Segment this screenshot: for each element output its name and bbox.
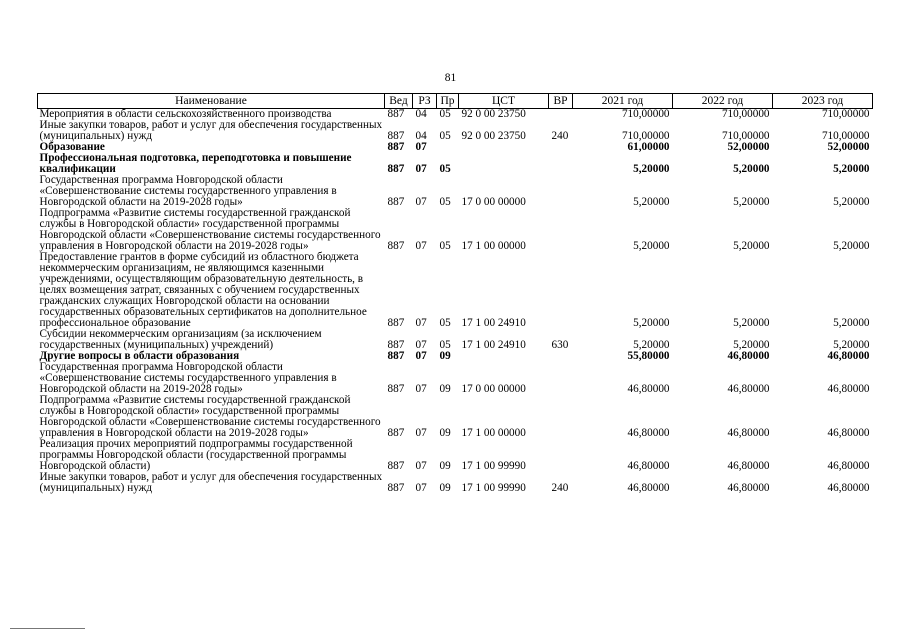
row-name: Предоставление грантов в форме субсидий из областного бюджета некоммерческим организациям, не являющимся казенными учреждениями, осуществляющим образовательную деятельность, в целях возмещения затрат, связанных с обучением государственных гражданских служащих Новгородской области на основании государственных образовательных сертификатов на дополнительное профессиональное образование: [39, 251, 367, 329]
row-2022: 46,80000: [727, 427, 770, 439]
row-vr: [549, 175, 573, 208]
table-header: [38, 94, 873, 109]
row-vr: 240: [551, 130, 569, 142]
row-2023: 5,20000: [833, 339, 870, 351]
row-ved: 887: [387, 339, 405, 351]
row-2021: 46,80000: [627, 460, 670, 472]
row-2021: 5,20000: [633, 196, 670, 208]
row-cst: [459, 153, 549, 175]
row-rz: 07: [415, 317, 427, 329]
row-pr: 09: [439, 383, 451, 395]
header-cst: ЦСТ: [459, 94, 549, 109]
row-name: Другие вопросы в области образования: [39, 350, 240, 362]
row-2022: 710,00000: [721, 130, 770, 142]
row-vr: [549, 351, 573, 362]
row-ved: 887: [387, 141, 405, 153]
row-2021: 46,80000: [627, 383, 670, 395]
row-pr: 05: [439, 130, 451, 142]
row-cst: 92 0 00 23750: [461, 130, 526, 142]
row-cst: 17 1 00 99990: [461, 482, 526, 494]
row-2022: 5,20000: [733, 196, 770, 208]
row-2021: 5,20000: [633, 339, 670, 351]
row-ved: 887: [387, 108, 405, 120]
row-2023: 46,80000: [827, 460, 870, 472]
row-rz: 07: [415, 460, 427, 472]
row-rz: 07: [415, 196, 427, 208]
page-number: 81: [444, 72, 457, 84]
table-row: [38, 472, 873, 494]
row-pr: 09: [439, 350, 451, 362]
header-ved: Вед: [385, 94, 413, 109]
row-pr: 05: [439, 196, 451, 208]
row-rz: 07: [415, 141, 427, 153]
row-ved: 887: [387, 196, 405, 208]
row-2023: 5,20000: [833, 196, 870, 208]
header-2022: 2022 год: [673, 94, 773, 109]
row-cst: [459, 142, 549, 153]
row-ved: 887: [387, 240, 405, 252]
row-2022: 46,80000: [727, 350, 770, 362]
row-ved: 887: [387, 383, 405, 395]
row-2022: 5,20000: [733, 339, 770, 351]
row-2022: 5,20000: [733, 240, 770, 252]
row-vr: [549, 109, 573, 121]
row-vr: [549, 252, 573, 329]
table-row: [38, 153, 873, 175]
row-2021: 61,00000: [627, 141, 670, 153]
row-name: Мероприятия в области сельскохозяйственного производства: [39, 108, 332, 120]
row-pr: 05: [439, 317, 451, 329]
row-vr: 630: [551, 339, 569, 351]
header-vr: ВР: [549, 94, 573, 109]
row-2022: 46,80000: [727, 383, 770, 395]
header-rz: РЗ: [413, 94, 437, 109]
row-2023: 52,00000: [827, 141, 870, 153]
row-vr: [549, 362, 573, 395]
header-pr: Пр: [437, 94, 459, 109]
row-ved: 887: [387, 350, 405, 362]
row-2022: 46,80000: [727, 482, 770, 494]
footer-divider: [10, 628, 85, 629]
row-name: Подпрограмма «Развитие системы государственной гражданской службы в Новгородской области» государственной программы Новгородской области «Совершенствование системы государственного управления в Новгородской области на 2019-2028 годы»: [39, 207, 381, 252]
header-row: [38, 94, 873, 109]
row-2023: 46,80000: [827, 482, 870, 494]
table-row: [38, 208, 873, 252]
row-pr: 09: [439, 482, 451, 494]
row-rz: 07: [415, 383, 427, 395]
table-row: [38, 395, 873, 439]
row-cst: 17 1 00 99990: [461, 460, 526, 472]
row-vr: [549, 142, 573, 153]
row-rz: 07: [415, 427, 427, 439]
row-rz: 07: [415, 163, 427, 175]
row-rz: 07: [415, 240, 427, 252]
row-cst: 17 1 00 24910: [461, 317, 526, 329]
row-pr: 05: [439, 240, 451, 252]
row-cst: 17 0 00 00000: [461, 196, 526, 208]
row-ved: 887: [387, 482, 405, 494]
row-pr: 05: [439, 163, 451, 175]
row-2023: 46,80000: [827, 427, 870, 439]
table-row: [38, 329, 873, 351]
row-rz: 04: [415, 108, 427, 120]
row-vr: 240: [551, 482, 569, 494]
budget-table: [37, 93, 873, 494]
row-pr: 05: [439, 339, 451, 351]
row-vr: [549, 208, 573, 252]
row-2023: 5,20000: [833, 317, 870, 329]
row-2022: 5,20000: [733, 163, 770, 175]
row-2021: 5,20000: [633, 240, 670, 252]
row-2021: 710,00000: [621, 108, 670, 120]
table-row: [38, 252, 873, 329]
row-name: Образование: [39, 141, 105, 153]
table-body: [38, 109, 873, 495]
row-cst: 17 1 00 00000: [461, 240, 526, 252]
row-name: Иные закупки товаров, работ и услуг для обеспечения государственных (муниципальных) нужд: [39, 471, 383, 494]
row-2023: 46,80000: [827, 383, 870, 395]
row-2023: 710,00000: [821, 108, 870, 120]
row-ved: 887: [387, 163, 405, 175]
row-2022: 710,00000: [721, 108, 770, 120]
table-row: [38, 362, 873, 395]
row-pr: 09: [439, 427, 451, 439]
row-2021: 710,00000: [621, 130, 670, 142]
row-2021: 46,80000: [627, 427, 670, 439]
row-vr: [549, 395, 573, 439]
row-name: Профессиональная подготовка, переподготовка и повышение квалификации: [39, 152, 352, 175]
row-2021: 46,80000: [627, 482, 670, 494]
row-pr: [437, 142, 459, 153]
row-2022: 52,00000: [727, 141, 770, 153]
row-name: Иные закупки товаров, работ и услуг для обеспечения государственных (муниципальных) нужд: [39, 119, 383, 142]
table-row: [38, 120, 873, 142]
row-cst: [459, 351, 549, 362]
row-name: Государственная программа Новгородской области «Совершенствование системы государственного управления в Новгородской области на 2019-2028 годы»: [39, 361, 337, 395]
row-2023: 5,20000: [833, 240, 870, 252]
header-name: Наименование: [38, 94, 385, 109]
row-2021: 5,20000: [633, 317, 670, 329]
row-name: Государственная программа Новгородской области «Совершенствование системы государственного управления в Новгородской области на 2019-2028 годы»: [39, 174, 337, 208]
row-rz: 04: [415, 130, 427, 142]
row-ved: 887: [387, 460, 405, 472]
row-2022: 5,20000: [733, 317, 770, 329]
row-2023: 46,80000: [827, 350, 870, 362]
row-pr: 09: [439, 460, 451, 472]
row-cst: 17 0 00 00000: [461, 383, 526, 395]
row-cst: 17 1 00 24910: [461, 339, 526, 351]
row-2021: 5,20000: [633, 163, 670, 175]
row-ved: 887: [387, 317, 405, 329]
row-rz: 07: [415, 339, 427, 351]
row-cst: 17 1 00 00000: [461, 427, 526, 439]
row-2021: 55,80000: [627, 350, 670, 362]
row-name: Подпрограмма «Развитие системы государственной гражданской службы в Новгородской области» государственной программы Новгородской области «Совершенствование системы государственного управления в Новгородской области на 2019-2028 годы»: [39, 394, 381, 439]
row-pr: 05: [439, 108, 451, 120]
row-vr: [549, 439, 573, 472]
row-2023: 5,20000: [833, 163, 870, 175]
header-2023: 2023 год: [773, 94, 873, 109]
row-rz: 07: [415, 482, 427, 494]
row-2022: 46,80000: [727, 460, 770, 472]
row-ved: 887: [387, 130, 405, 142]
table-row: [38, 175, 873, 208]
row-name: Субсидии некоммерческим организациям (за исключением государственных (муниципальных) учреждений): [39, 328, 322, 351]
row-rz: 07: [415, 350, 427, 362]
row-name: Реализация прочих мероприятий подпрограммы государственной программы Новгородской области (государственной программы Новгородской области): [39, 438, 353, 472]
row-cst: 92 0 00 23750: [461, 108, 526, 120]
row-ved: 887: [387, 427, 405, 439]
row-2023: 710,00000: [821, 130, 870, 142]
table-row: [38, 439, 873, 472]
row-vr: [549, 153, 573, 175]
header-2021: 2021 год: [573, 94, 673, 109]
